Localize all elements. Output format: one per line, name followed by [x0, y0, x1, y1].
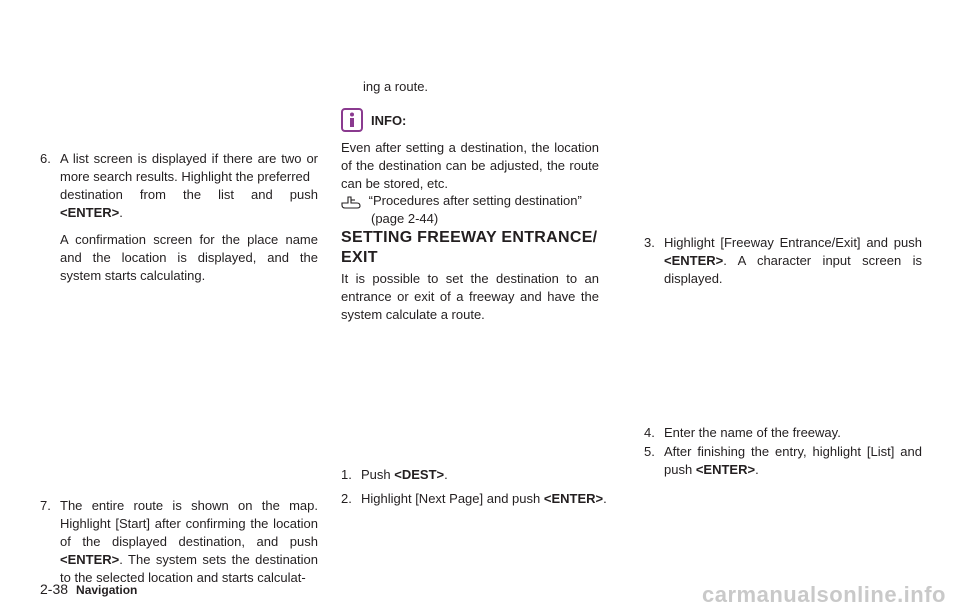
step-7-enter-key: <ENTER>	[60, 552, 120, 567]
watermark: carmanualsonline.info	[702, 582, 946, 607]
section-name: Navigation	[76, 583, 138, 597]
step-3-number: 3.	[644, 235, 655, 250]
step-1-number: 1.	[341, 467, 352, 482]
step-1-dest-key: <DEST>	[394, 467, 445, 482]
page-number: 2-38	[40, 581, 69, 597]
step-4	[644, 424, 922, 442]
step-1	[341, 466, 619, 484]
section-heading	[341, 228, 597, 268]
step-2-tail: .	[603, 491, 607, 506]
step-6-enter-key: <ENTER>	[60, 205, 120, 220]
step-5-tail: .	[755, 462, 759, 477]
step-3	[644, 234, 922, 288]
step-5-number: 5.	[644, 444, 655, 459]
continuation-text: ing a route.	[363, 79, 429, 94]
page-footer	[40, 581, 137, 597]
step-2-number: 2.	[341, 491, 352, 506]
step-6-text-a: A list screen is displayed if there are two or more search results. Highlight the preferred	[60, 151, 318, 184]
step-5	[644, 443, 922, 479]
column-1	[40, 0, 318, 611]
info-glyph	[347, 112, 357, 128]
column-2	[341, 0, 607, 611]
step-1-tail: .	[444, 467, 448, 482]
step-7-text-b: . The system sets the destination to the selected location and starts calculat-	[60, 552, 318, 585]
step-3-text-a: Highlight [Freeway Entrance/Exit] and push	[664, 235, 922, 250]
step-2-text: Highlight [Next Page] and push	[361, 491, 541, 506]
info-text: Even after setting a destination, the location of the destination can be adjusted, the route can be stored, etc.	[341, 140, 599, 191]
step-7-text-a: The entire route is shown on the map. Highlight [Start] after confirming the location of the displayed destination, and push	[60, 498, 318, 549]
section-intro: It is possible to set the destination to an entrance or exit of a freeway and have the system calculate a route.	[341, 271, 599, 322]
reference-page: (page 2-44)	[371, 211, 439, 226]
reference	[341, 192, 599, 228]
section-heading-line-1: SETTING FREEWAY ENTRANCE/	[341, 229, 598, 246]
step-4-text: Enter the name of the freeway.	[664, 425, 841, 440]
step-5-enter-key: <ENTER>	[695, 462, 756, 477]
info-icon	[341, 108, 363, 132]
step-6-sub: A confirmation screen for the place name and the location is displayed, and the system starts calculating.	[60, 232, 318, 283]
section-heading-line-2: EXIT	[341, 249, 378, 266]
column-3	[644, 0, 922, 611]
step-7	[40, 497, 318, 587]
step-6	[40, 150, 318, 285]
step-7-number: 7.	[40, 498, 51, 513]
step-3-text-b: . A character input screen is displayed.	[664, 253, 922, 286]
step-6-tail: .	[119, 205, 123, 220]
info-block-title	[341, 108, 406, 132]
info-title: INFO:	[371, 112, 407, 128]
reference-hand-icon	[341, 195, 361, 209]
step-1-text: Push	[361, 467, 391, 482]
reference-text: “Procedures after setting destination”	[368, 193, 582, 208]
step-6-number: 6.	[40, 151, 51, 166]
step-6-text-b: destination from the list and push	[60, 187, 318, 202]
step-3-enter-key: <ENTER>	[664, 253, 724, 268]
step-4-number: 4.	[644, 425, 655, 440]
step-2	[341, 490, 651, 508]
step-2-enter-key: <ENTER>	[543, 491, 604, 506]
step-5-text-a: After finishing the entry, highlight [List] and push	[664, 444, 922, 477]
